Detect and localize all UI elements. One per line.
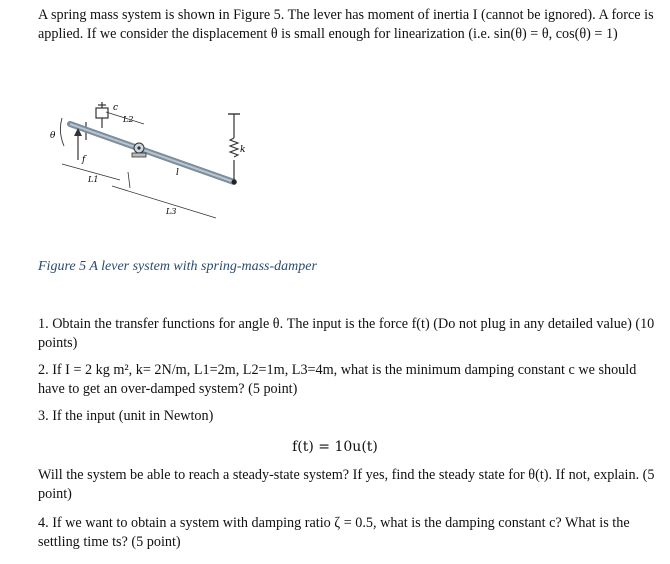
label-l2: L2 [123, 115, 134, 124]
question-3-equation: f(t) = 10u(t) [292, 439, 378, 455]
question-2: 2. If I = 2 kg m², k= 2N/m, L1=2m, L2=1m, L3=4m, what is the minimum damping constant c we should have to get an over-damped system? (5 point) [38, 362, 637, 397]
lever-system-figure [48, 102, 248, 252]
label-k: k [240, 145, 246, 155]
label-c: c [113, 103, 119, 113]
label-l3: L3 [166, 207, 177, 216]
question-3: 3. If the input (unit in Newton) [38, 408, 214, 424]
figure-caption: Figure 5 A lever system with spring-mass-damper [38, 259, 317, 274]
label-l1: L1 [88, 175, 99, 184]
label-theta: θ [50, 131, 56, 141]
question-4: 4. If we want to obtain a system with damping ratio ζ = 0.5, what is the damping constant c? What is the settling time ts? (5 point) [38, 515, 630, 550]
label-l: l [176, 168, 179, 178]
intro-paragraph: A spring mass system is shown in Figure 5. The lever has moment of inertia I (cannot be ignored). A force is applied. If we consider the displacement θ is small enough for linearization (i.e. sin(θ) = θ, cos(θ) = 1) [38, 7, 654, 42]
question-1: 1. Obtain the transfer functions for angle θ. The input is the force f(t) (Do not plug in any detailed value) (10 points) [38, 316, 655, 351]
label-f: f [82, 155, 86, 165]
question-3-followup: Will the system be able to reach a steady-state system? If yes, find the steady state for θ(t). If not, explain. (5 point) [38, 467, 655, 502]
lever-diagram [48, 102, 248, 252]
